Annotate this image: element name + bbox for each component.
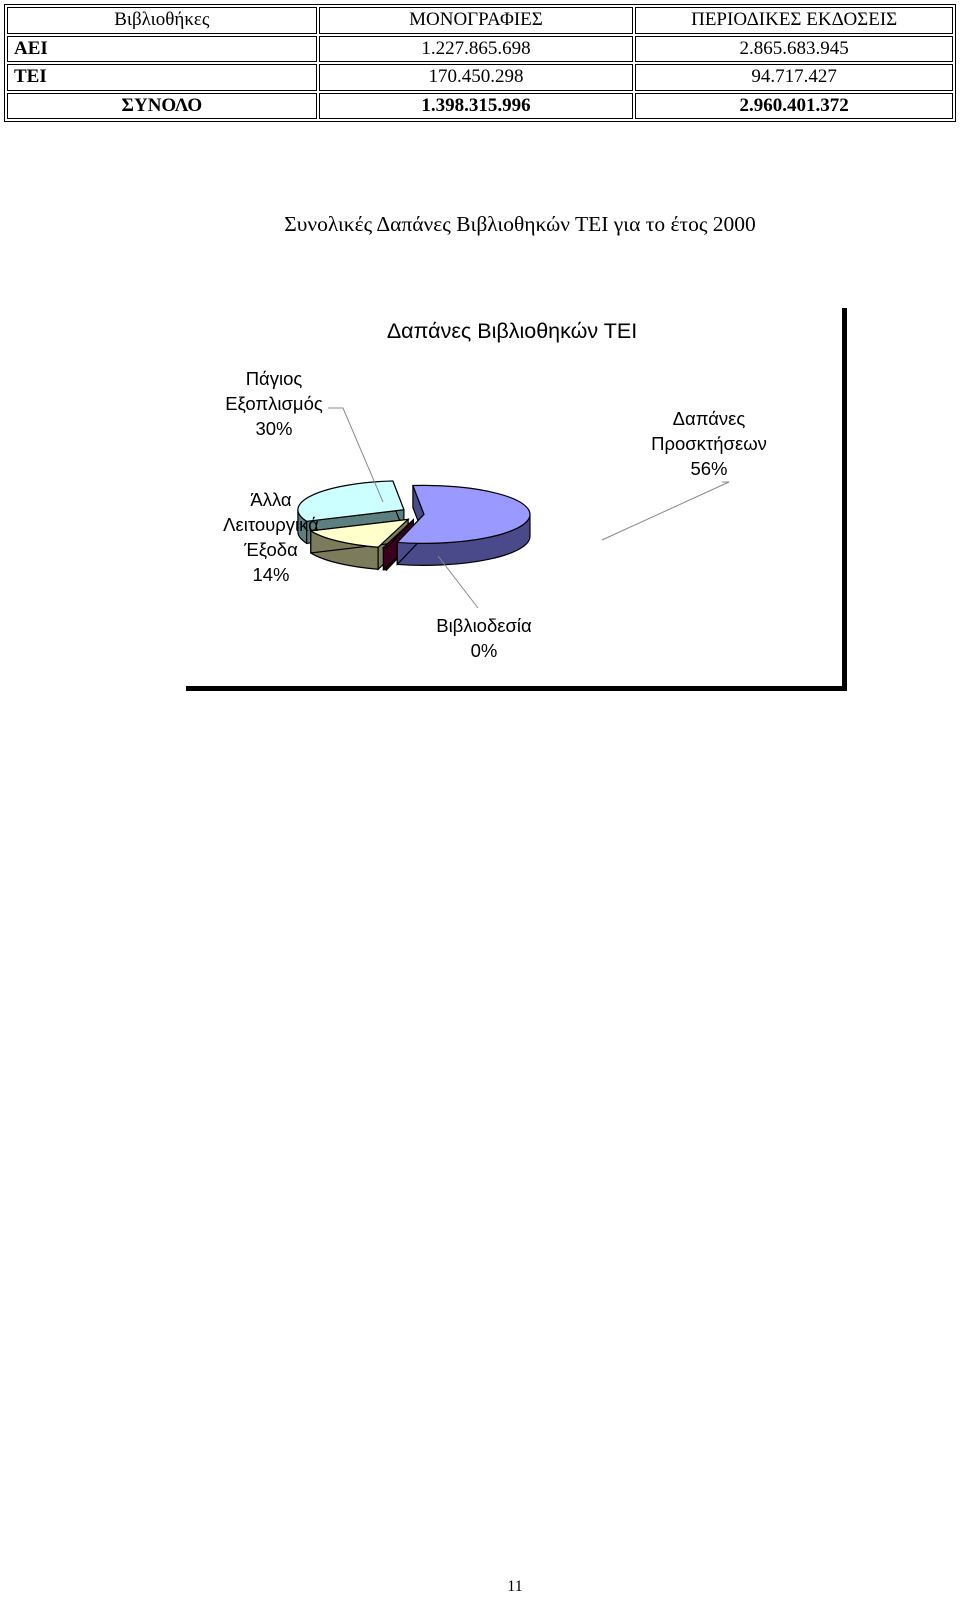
header-periodicals: ΠΕΡΙΟΔΙΚΕΣ ΕΚΔΟΣΕΙΣ bbox=[635, 7, 953, 34]
slice-percent: 14% bbox=[252, 564, 290, 585]
slice-name: Δαπάνες bbox=[672, 408, 746, 429]
chart-title: Δαπάνες Βιβλιοθηκών ΤΕΙ bbox=[386, 319, 638, 343]
slice-label-0 bbox=[602, 408, 767, 540]
total-label: ΣΥΝΟΛΟ bbox=[7, 93, 317, 120]
row-monographs: 170.450.298 bbox=[319, 64, 634, 91]
page-number: 11 bbox=[507, 1578, 523, 1595]
total-monographs: 1.398.315.996 bbox=[319, 93, 634, 120]
row-monographs: 1.227.865.698 bbox=[319, 36, 634, 63]
leader-line bbox=[602, 482, 729, 540]
table-header-row bbox=[7, 7, 953, 34]
pie-chart-frame bbox=[186, 308, 858, 698]
row-label: ΑΕΙ bbox=[7, 36, 317, 63]
slice-name: Άλλα bbox=[250, 489, 292, 510]
row-label: ΤΕΙ bbox=[7, 64, 317, 91]
slice-name: Εξοπλισμός bbox=[225, 393, 323, 414]
document-heading: Συνολικές Δαπάνες Βιβλιοθηκών ΤΕΙ για το έτος 2000 bbox=[284, 212, 756, 236]
row-periodicals: 94.717.427 bbox=[635, 64, 953, 91]
total-periodicals: 2.960.401.372 bbox=[635, 93, 953, 120]
slice-percent: 0% bbox=[470, 640, 498, 661]
pie-chart bbox=[186, 308, 858, 698]
slice-label-3 bbox=[225, 368, 383, 502]
table-total-row bbox=[7, 93, 953, 120]
slice-name: Πάγιος bbox=[245, 368, 303, 389]
table-row bbox=[7, 64, 953, 91]
slice-name: Βιβλιοδεσία bbox=[436, 615, 532, 636]
slice-percent: 56% bbox=[690, 458, 728, 479]
slice-name: Λειτουργικά bbox=[223, 514, 319, 535]
header-libraries: Βιβλιοθήκες bbox=[7, 7, 317, 34]
slice-name: Προσκτήσεων bbox=[651, 433, 767, 454]
header-monographs: ΜΟΝΟΓΡΑΦΙΕΣ bbox=[319, 7, 634, 34]
table-row bbox=[7, 36, 953, 63]
slice-name: Έξοδα bbox=[244, 539, 298, 560]
row-periodicals: 2.865.683.945 bbox=[635, 36, 953, 63]
slice-label-1 bbox=[436, 556, 532, 661]
slice-percent: 30% bbox=[255, 418, 293, 439]
expenses-table bbox=[4, 4, 956, 122]
